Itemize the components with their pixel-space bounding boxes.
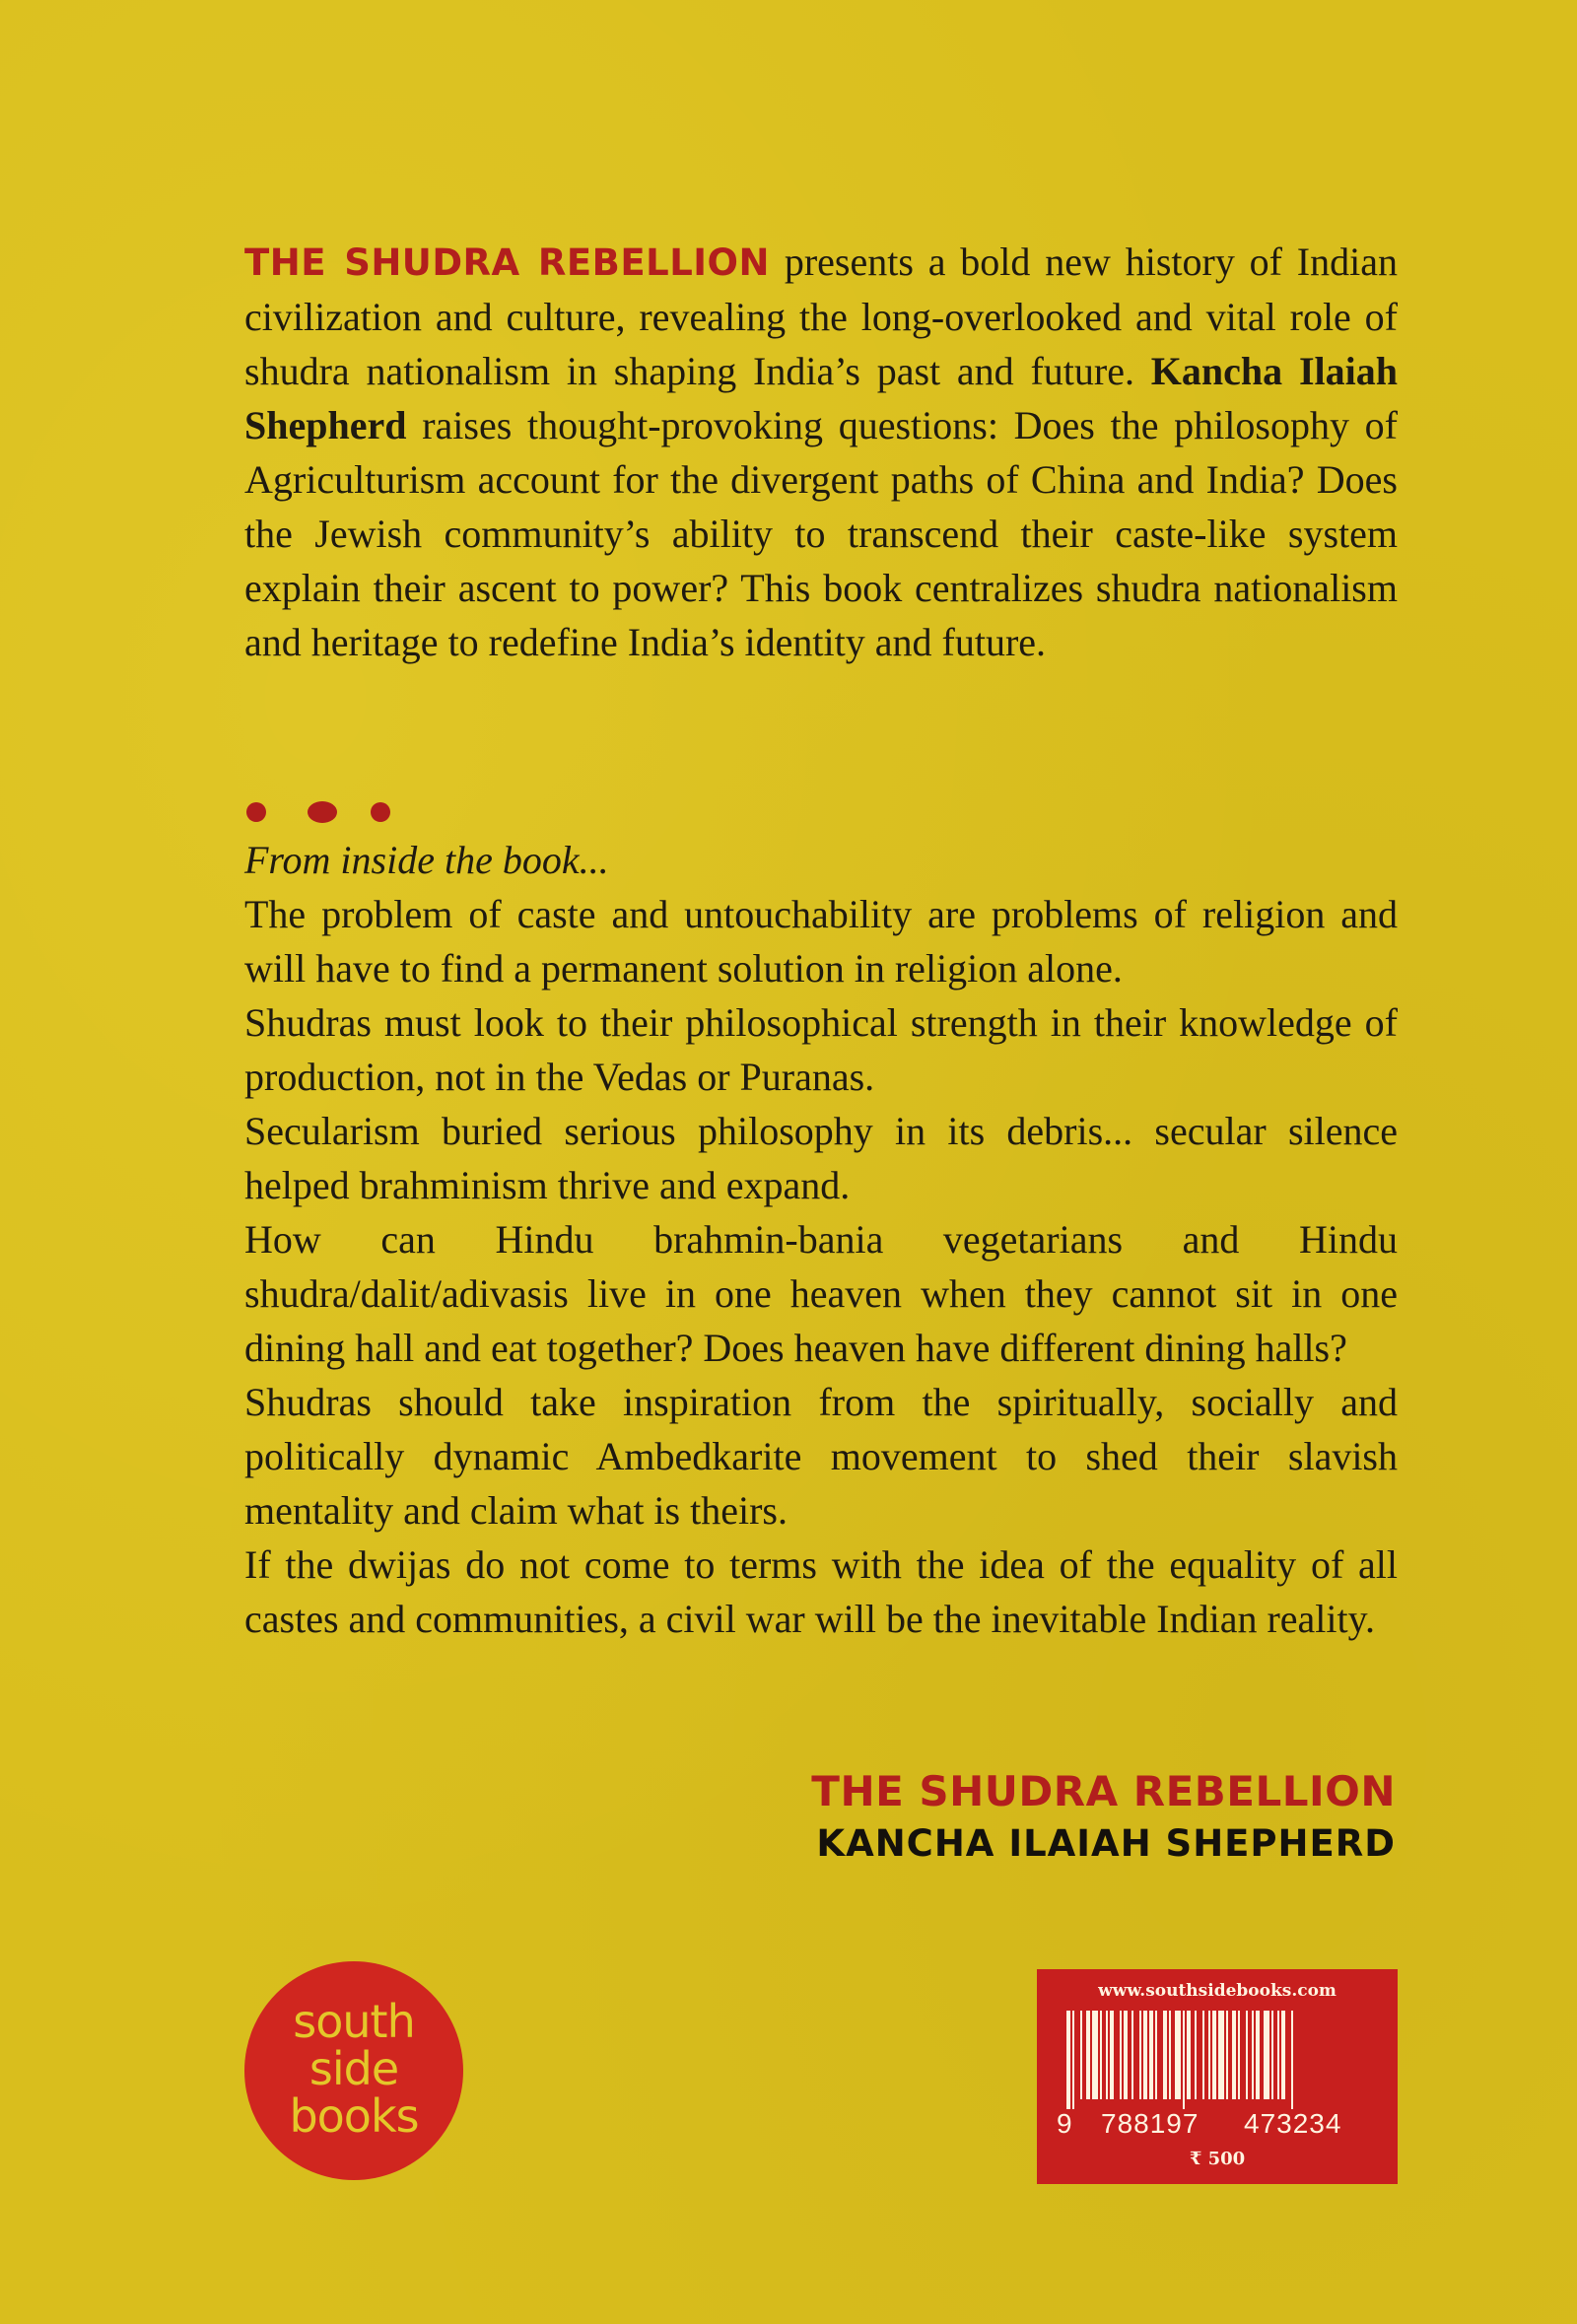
barcode-bar <box>1187 2011 1191 2099</box>
decorative-dots <box>244 800 402 826</box>
barcode-bar <box>1124 2011 1128 2099</box>
quote-item: Secularism buried serious philosophy in its debris... secular silence helped brahminism thrive and expand. <box>244 1109 1398 1207</box>
barcode-bar <box>1110 2011 1114 2099</box>
barcode-bar <box>1106 2011 1108 2099</box>
inside-the-book-section <box>244 833 1398 1646</box>
barcode-bar <box>1131 2011 1133 2099</box>
publisher-logo <box>244 1961 463 2180</box>
barcode-bar <box>1066 2011 1070 2109</box>
barcode-bar <box>1238 2011 1240 2099</box>
blurb-text-1: presents a bold new history of Indian civilization and culture, revealing the long-overlooked and vital role of shudra nationalism in shaping India’s past and future. <box>244 239 1398 393</box>
quote-item: How can Hindu brahmin-bania vegetarians and Hindu shudra/dalit/adivasis live in one heaven when they cannot sit in one dining hall and eat together? Does heaven have different dining halls? <box>244 1217 1398 1370</box>
isbn-first-digit: 9 <box>1057 2108 1072 2139</box>
isbn-middle-digits: 788197 <box>1101 2108 1200 2139</box>
barcode-bar <box>1149 2011 1153 2099</box>
barcode-bar <box>1264 2011 1269 2099</box>
barcode-bar <box>1246 2011 1248 2099</box>
back-cover-blurb <box>244 235 1398 669</box>
inside-heading: From inside the book... <box>244 838 609 882</box>
barcode-bar <box>1100 2011 1102 2099</box>
quote-item: Shudras must look to their philosophical strength in their knowledge of production, not in the Vedas or Puranas. <box>244 1000 1398 1099</box>
blurb-book-title: THE SHUDRA REBELLION <box>244 241 770 284</box>
logo-text-line: books <box>289 2089 419 2143</box>
barcode-bar <box>1072 2011 1074 2109</box>
barcode-bar <box>1195 2011 1197 2099</box>
barcode-bar <box>1208 2011 1210 2099</box>
blurb-author-name: Kancha Ilaiah Shepherd <box>244 349 1398 447</box>
barcode-bar <box>1183 2011 1185 2109</box>
footer-title-block <box>811 1764 1396 1869</box>
barcode-bar <box>1080 2011 1082 2099</box>
blurb-text-2: raises thought-provoking questions: Does the philosophy of Agriculturism account for the divergent paths of China and India? Does the Jewish community’s ability to transcend their caste-like system explain their ascent to power? This book centralizes shudra nationalism and heritage to redefine India’s identity and future. <box>244 403 1398 664</box>
barcode-bar <box>1169 2011 1171 2099</box>
logo-text-line: south <box>293 1995 415 2048</box>
dot-icon <box>371 802 390 822</box>
quote-item: Shudras should take inspiration from the spiritually, socially and politically dynamic Ambedkarite movement to shed their slavish mentality and claim what is theirs. <box>244 1380 1398 1533</box>
barcode-bar <box>1086 2011 1090 2099</box>
barcode-bar <box>1155 2011 1157 2099</box>
isbn-end-digits: 473234 <box>1244 2108 1342 2139</box>
dot-icon <box>246 802 266 822</box>
blurb-paragraph <box>244 235 1398 669</box>
barcode-bar <box>1163 2011 1167 2099</box>
barcode-panel <box>1037 1969 1398 2184</box>
price-label: ₹ 500 <box>1189 2149 1246 2169</box>
dot-icon <box>308 801 337 823</box>
barcode-bar <box>1202 2011 1204 2099</box>
footer-book-title: THE SHUDRA REBELLION <box>811 1767 1396 1815</box>
barcode-bar <box>1143 2011 1147 2099</box>
barcode-bar <box>1277 2011 1279 2099</box>
barcode-bar <box>1232 2011 1236 2099</box>
barcode-bar <box>1218 2011 1224 2099</box>
barcode-bar <box>1226 2011 1228 2099</box>
barcode-bar <box>1120 2011 1122 2099</box>
barcode-bar <box>1256 2011 1260 2099</box>
quote-item: If the dwijas do not come to terms with the idea of the equality of all castes and communities, a civil war will be the inevitable Indian reality. <box>244 1542 1398 1641</box>
quote-item: The problem of caste and untouchability are problems of religion and will have to find a permanent solution in religion alone. <box>244 892 1398 991</box>
logo-text-line: side <box>309 2042 399 2095</box>
barcode-bar <box>1281 2011 1285 2099</box>
publisher-website: www.southsidebooks.com <box>1098 1981 1337 2001</box>
barcode-bar <box>1291 2011 1293 2109</box>
barcode-bar <box>1139 2011 1141 2099</box>
barcode-bar <box>1175 2011 1181 2099</box>
footer-author-name: KANCHA ILAIAH SHEPHERD <box>816 1822 1396 1865</box>
barcode-bar <box>1092 2011 1098 2099</box>
barcode-bar <box>1252 2011 1254 2099</box>
barcode-icon <box>1066 2011 1368 2109</box>
barcode-bar <box>1271 2011 1273 2099</box>
barcode-bar <box>1212 2011 1216 2099</box>
